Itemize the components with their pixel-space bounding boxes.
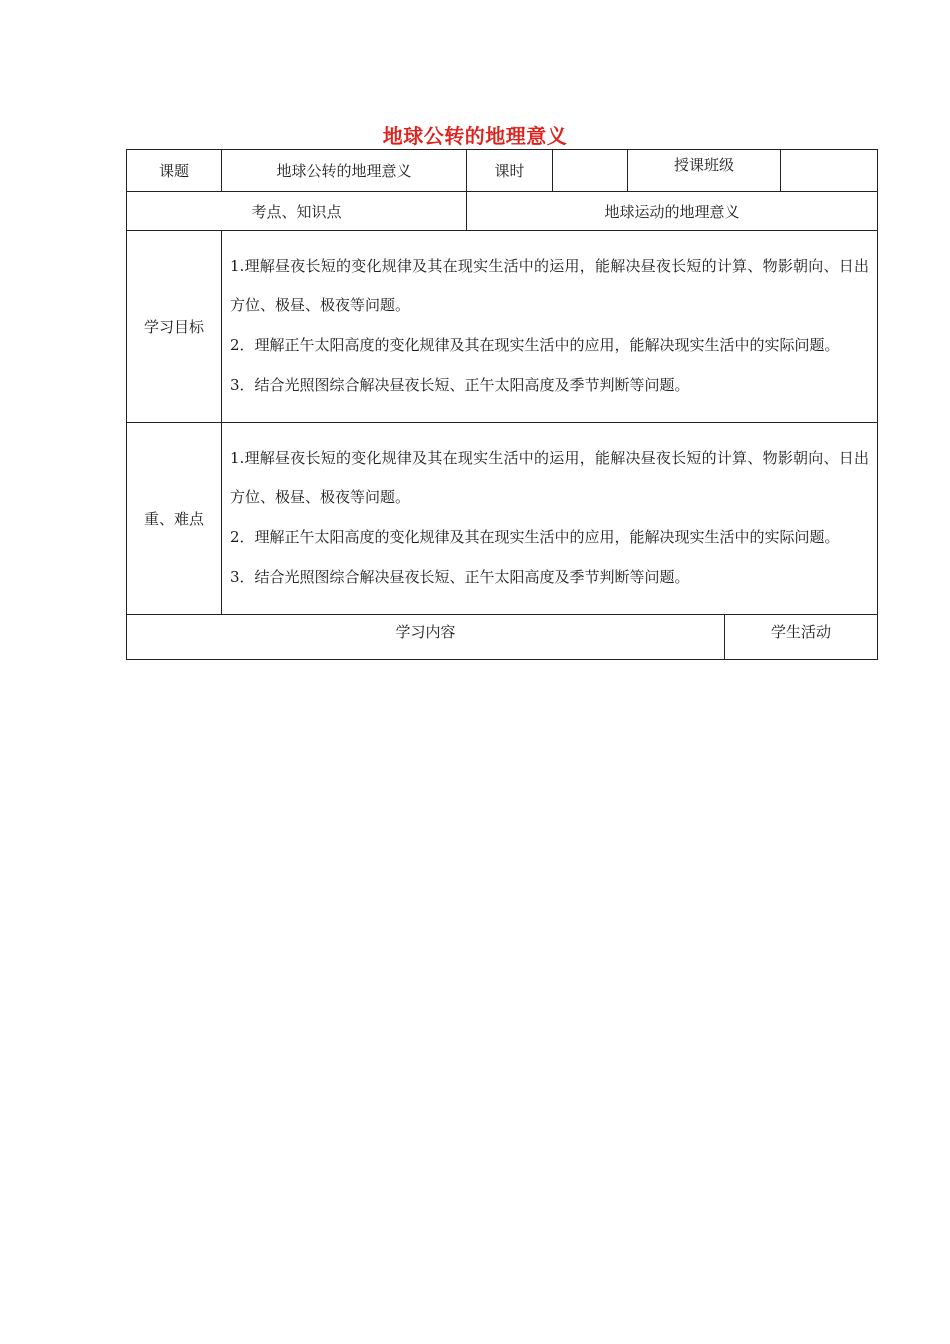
knowledge-row <box>127 192 878 231</box>
knowledge-value: 地球运动的地理意义 <box>467 192 878 231</box>
lesson-plan-table <box>126 149 878 660</box>
content-label: 学习内容 <box>127 615 725 660</box>
period-value <box>553 150 628 192</box>
period-label: 课时 <box>467 150 553 192</box>
goal-item: 1.理解昼夜长短的变化规律及其在现实生活中的运用，能解决昼夜长短的计算、物影朝向、日出方位、极昼、极夜等问题。 <box>230 256 870 314</box>
goals-label: 学习目标 <box>127 231 222 423</box>
header-row <box>127 150 878 192</box>
goal-item: 2．理解正午太阳高度的变化规律及其在现实生活中的应用，能解决现实生活中的实际问题。 <box>230 335 840 354</box>
class-value <box>781 150 878 192</box>
knowledge-label: 考点、知识点 <box>127 192 467 231</box>
document-title: 地球公转的地理意义 <box>382 124 568 148</box>
goals-row <box>127 231 878 423</box>
key-point-item: 2．理解正午太阳高度的变化规律及其在现实生活中的应用，能解决现实生活中的实际问题。 <box>230 527 840 546</box>
goals-list <box>222 231 878 423</box>
key-points-label: 重、难点 <box>127 423 222 615</box>
topic-value: 地球公转的地理意义 <box>222 150 467 192</box>
activity-label: 学生活动 <box>725 615 878 660</box>
topic-label: 课题 <box>127 150 222 192</box>
key-point-item: 1.理解昼夜长短的变化规律及其在现实生活中的运用，能解决昼夜长短的计算、物影朝向、日出方位、极昼、极夜等问题。 <box>230 448 870 506</box>
key-point-item: 3．结合光照图综合解决昼夜长短、正午太阳高度及季节判断等问题。 <box>230 567 690 586</box>
key-points-list <box>222 423 878 615</box>
goal-item: 3．结合光照图综合解决昼夜长短、正午太阳高度及季节判断等问题。 <box>230 375 690 394</box>
content-row <box>127 615 878 660</box>
class-label: 授课班级 <box>628 150 781 192</box>
key-points-row <box>127 423 878 615</box>
